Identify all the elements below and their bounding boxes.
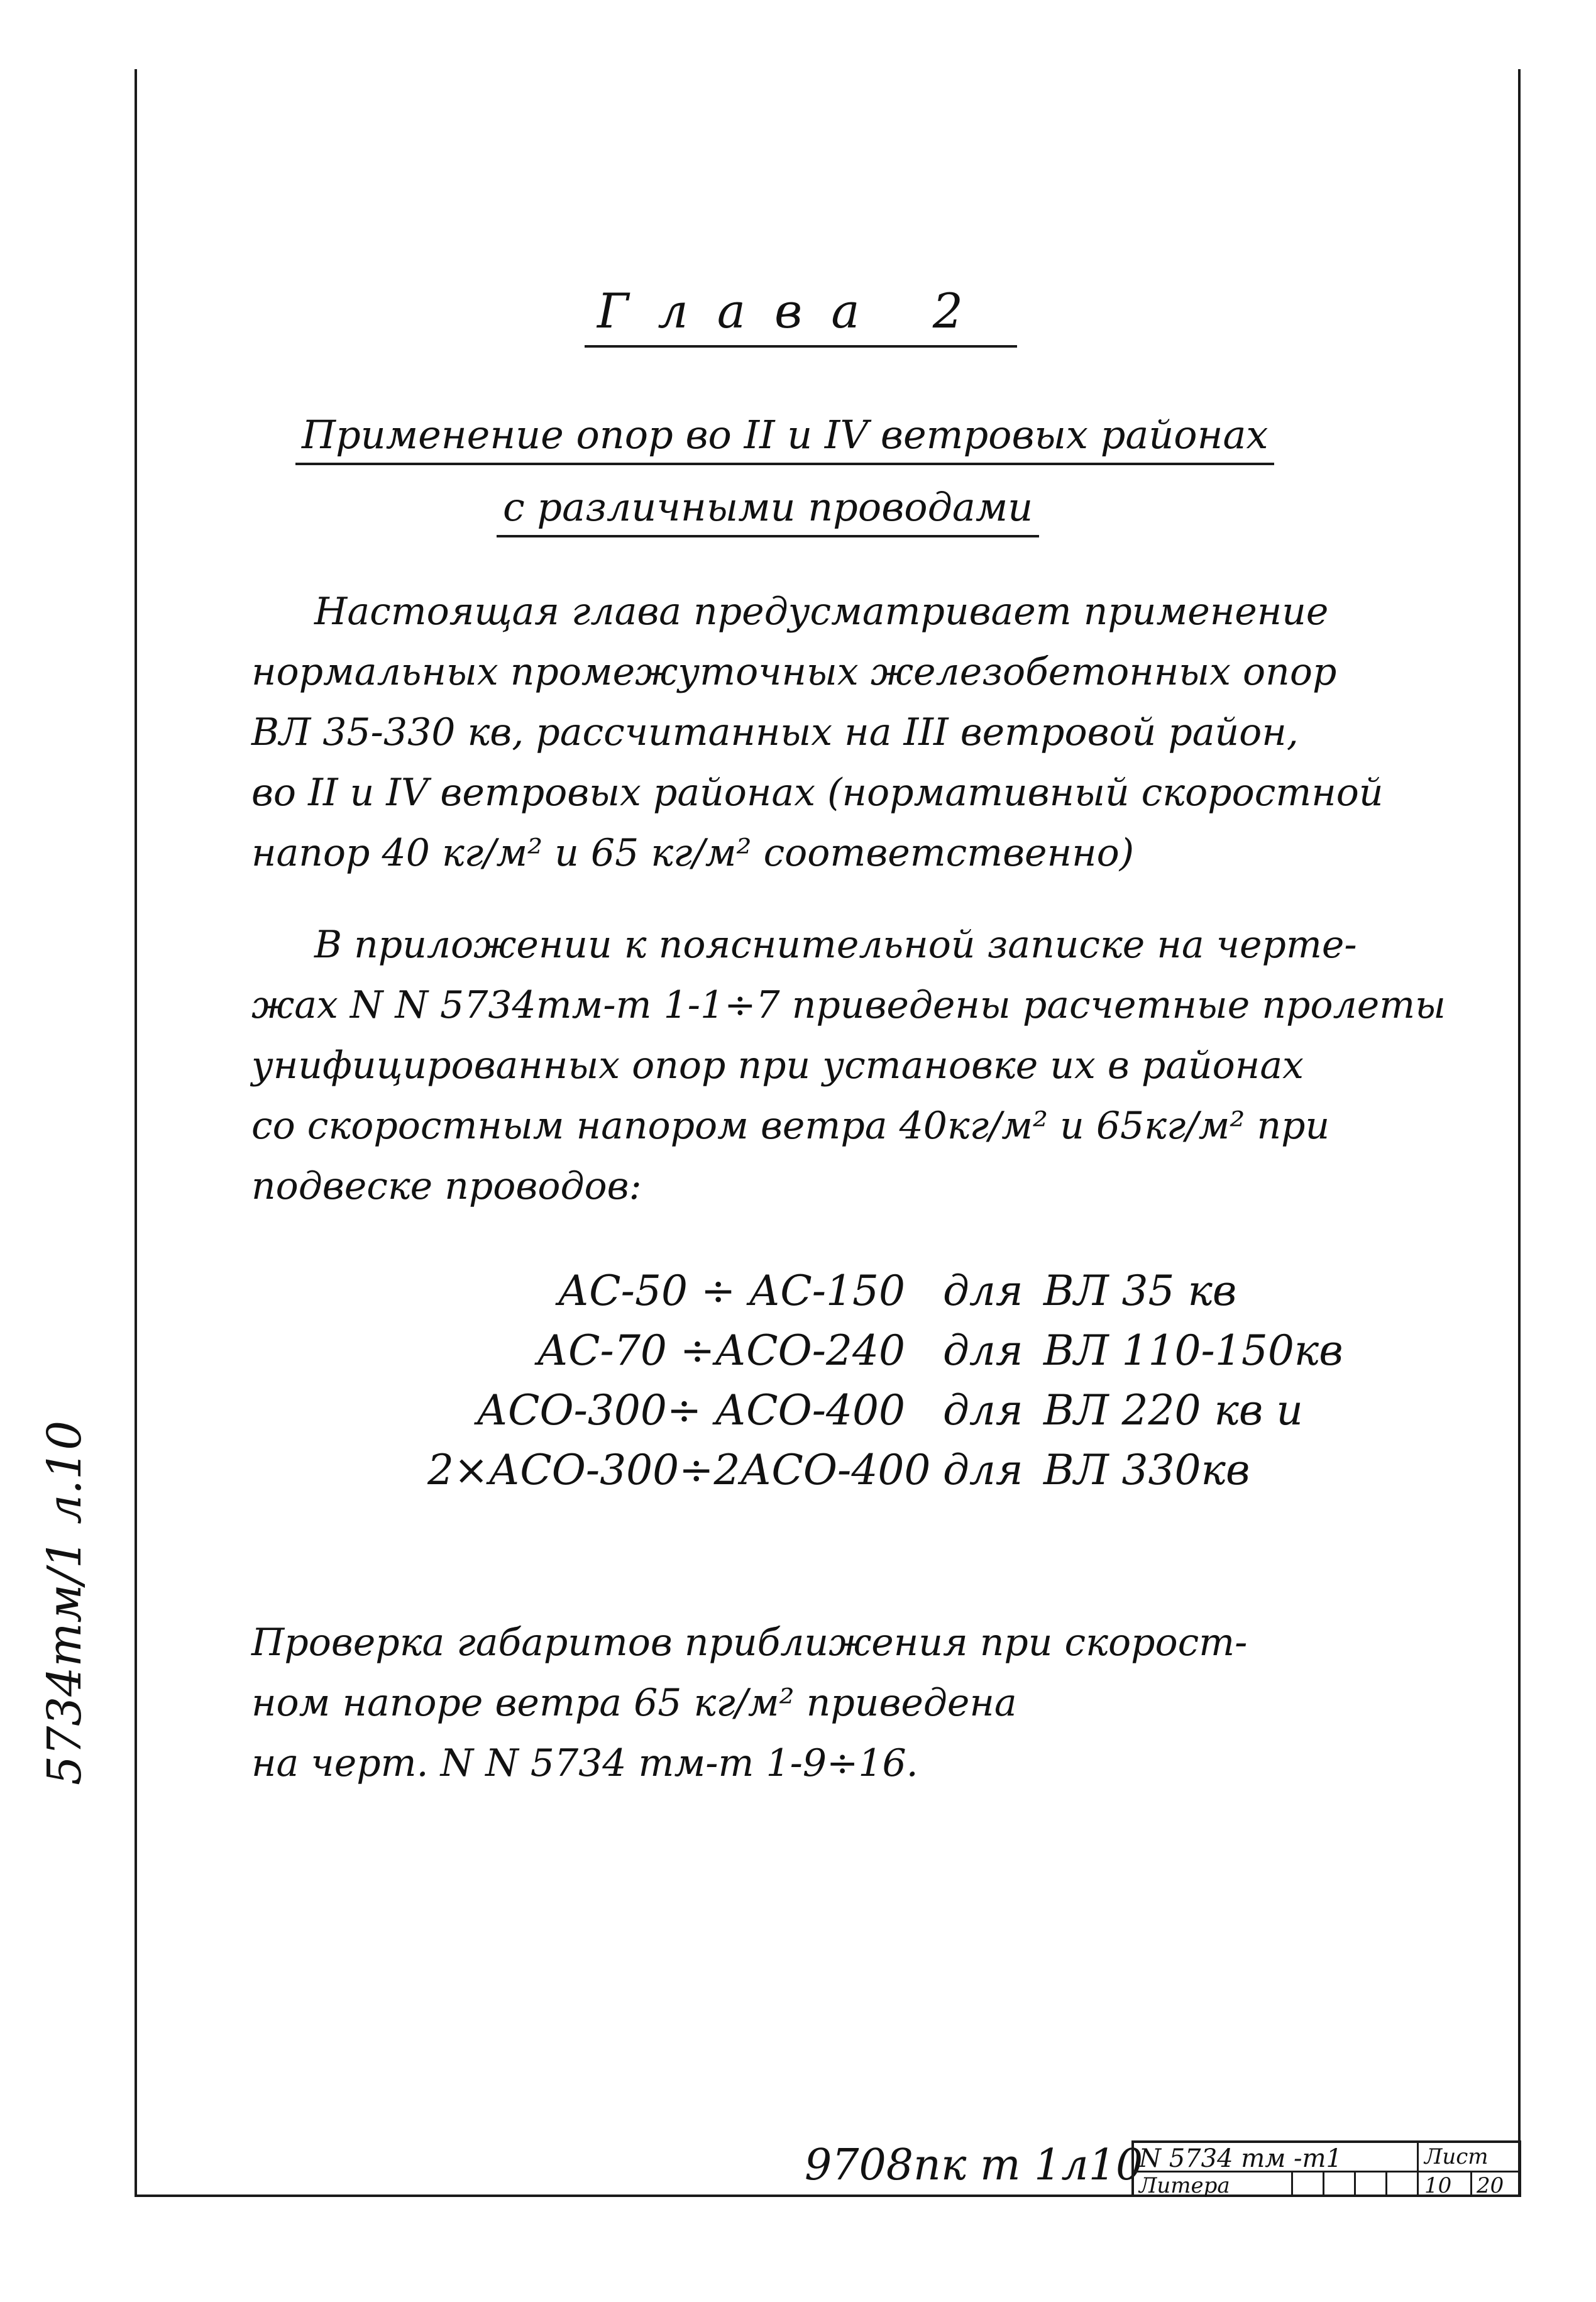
stamp-sheet-total: 20 (1477, 2173, 1504, 2198)
stamp-cell-divider (1417, 2143, 1419, 2197)
wire-line: ВЛ 35 кв (1043, 1267, 1237, 1315)
stamp-cell-divider (1385, 2171, 1387, 2197)
wire-row (427, 1326, 1421, 1386)
text-line: со скоростным напором ветра 40кг/м² и 65кг/м² при (251, 1104, 1330, 1148)
text-line: В приложении к пояснительной записке на черте- (314, 923, 1357, 967)
stamp-doc-number: N 5734 тм -т1 (1139, 2144, 1342, 2173)
wire-row (427, 1446, 1421, 1506)
stamp-litera-label: Литера (1139, 2173, 1230, 2198)
wire-for: для (943, 1326, 1023, 1375)
stamp-divider (1134, 2171, 1519, 2173)
paragraph-check (251, 1612, 1446, 1793)
text-line: во II и IV ветровых районах (нормативный скоростной (251, 771, 1384, 815)
chapter-subtitle-line1: Применение опор во II и IV ветровых районах (295, 412, 1274, 465)
text-line: нормальных промежуточных железобетонных опор (251, 650, 1337, 694)
wire-for: для (943, 1446, 1023, 1494)
title-block-stamp (1131, 2140, 1521, 2197)
wire-spec: АСО-300÷ АСО-400 (476, 1386, 905, 1435)
text-line: подвеске проводов: (251, 1164, 642, 1208)
stamp-sheet-label: Лист (1424, 2144, 1489, 2169)
wire-spec: АС-70 ÷АСО-240 (537, 1326, 905, 1375)
wire-list (427, 1267, 1421, 1506)
chapter-subtitle-line2: с различными проводами (497, 484, 1039, 537)
text-line: унифицированных опор при установке их в районах (251, 1044, 1304, 1088)
text-line: жах N N 5734тм-т 1-1÷7 приведены расчетные пролеты (251, 983, 1446, 1027)
wire-for: для (943, 1267, 1023, 1315)
stamp-cell-divider (1354, 2171, 1356, 2197)
stamp-cell-divider (1470, 2171, 1472, 2197)
text-line: ном напоре ветра 65 кг/м² приведена (251, 1681, 1017, 1725)
text-line: напор 40 кг/м² и 65 кг/м² соответственно) (251, 831, 1135, 875)
text-line: ВЛ 35-330 кв, рассчитанных на III ветровой район, (251, 710, 1299, 754)
wire-line: ВЛ 330кв (1043, 1446, 1250, 1494)
text-line: на черт. N N 5734 тм-т 1-9÷16. (251, 1741, 918, 1785)
bottom-reference: 9708пк т 1л10 (805, 2140, 1143, 2190)
wire-for: для (943, 1386, 1023, 1435)
wire-spec: АС-50 ÷ АС-150 (558, 1267, 905, 1315)
chapter-heading: Глава 2 (585, 283, 1017, 348)
wire-spec: 2×АСО-300÷2АСО-400 (427, 1446, 931, 1494)
wire-line: ВЛ 220 кв и (1043, 1386, 1303, 1435)
side-note: 5734тм/1 л.10 (38, 1420, 92, 1785)
paragraph-intro (251, 581, 1446, 883)
wire-row (427, 1386, 1421, 1446)
text-line: Настоящая глава предусматривает применение (314, 590, 1329, 634)
wire-row (427, 1267, 1421, 1326)
stamp-sheet-number: 10 (1424, 2173, 1452, 2198)
paragraph-appendix (251, 915, 1446, 1216)
stamp-cell-divider (1291, 2171, 1293, 2197)
wire-line: ВЛ 110-150кв (1043, 1326, 1343, 1375)
text-line: Проверка габаритов приближения при скорост- (251, 1621, 1248, 1665)
stamp-cell-divider (1323, 2171, 1324, 2197)
